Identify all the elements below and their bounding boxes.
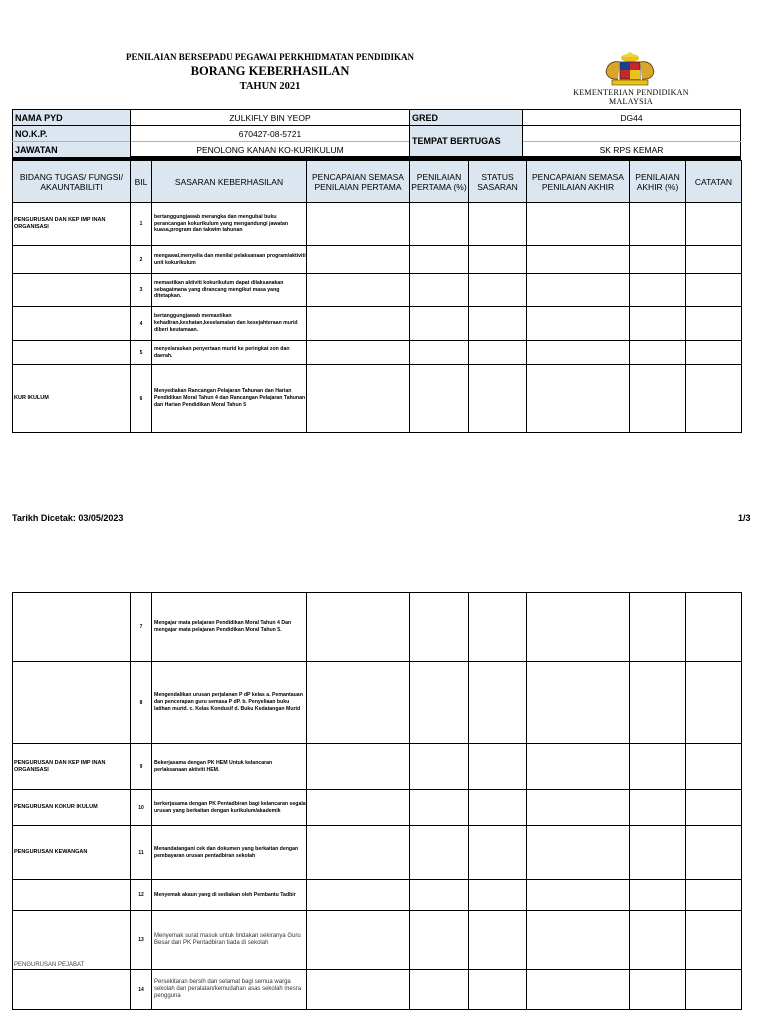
table-row bbox=[13, 790, 742, 826]
cell-input[interactable] bbox=[469, 880, 527, 911]
targets-table-page2 bbox=[12, 592, 742, 1010]
cell-input[interactable] bbox=[686, 593, 742, 662]
cell-input[interactable] bbox=[410, 826, 469, 880]
cell-input[interactable] bbox=[630, 880, 686, 911]
table-row bbox=[13, 246, 742, 274]
form-header-line1: PENILAIAN BERSEPADU PEGAWAI PERKHIDMATAN PENDIDIKAN bbox=[125, 52, 415, 62]
table-row bbox=[13, 593, 742, 662]
cell-input[interactable] bbox=[469, 341, 527, 365]
cell-input[interactable] bbox=[469, 744, 527, 790]
gred-value: DG44 bbox=[620, 112, 643, 123]
cell-input[interactable] bbox=[630, 790, 686, 826]
row-sasaran: Bekerjasama dengan PK HEM Untuk kelancaran perlaksanaan aktiviti HEM. bbox=[152, 744, 307, 790]
cell-input[interactable] bbox=[410, 307, 469, 341]
cell-input[interactable] bbox=[630, 307, 686, 341]
row-bil: 3 bbox=[131, 274, 152, 307]
cell-input[interactable] bbox=[686, 911, 742, 970]
table-row bbox=[13, 307, 742, 341]
print-date: Tarikh Dicetak: 03/05/2023 bbox=[12, 513, 124, 523]
col-pencapaian-akhir: PENCAPAIAN SEMASA PENILAIAN AKHIR bbox=[527, 161, 630, 203]
row-sasaran: menyelaraskan penyertaan murid ke peringkat zon dan daerah. bbox=[152, 341, 307, 365]
table-row bbox=[13, 365, 742, 433]
row-sasaran: bertanggungjawab merangka dan mengubal buku perancangan kokurikulum yang mengandungi jawatan kuasa,program dan takwim tahunan bbox=[152, 203, 307, 246]
row-area bbox=[13, 274, 131, 307]
row-bil: 7 bbox=[131, 593, 152, 662]
cell-input[interactable] bbox=[307, 341, 410, 365]
row-area: PENGURUSAN DAN KEP IMP INAN ORGANISASI bbox=[13, 744, 131, 790]
tempat-value: SK RPS KEMAR bbox=[599, 144, 664, 155]
row-area bbox=[13, 880, 131, 911]
row-bil: 12 bbox=[131, 880, 152, 911]
cell-input[interactable] bbox=[307, 203, 410, 246]
row-bil: 8 bbox=[131, 662, 152, 744]
cell-input[interactable] bbox=[410, 880, 469, 911]
cell-input[interactable] bbox=[527, 790, 630, 826]
cell-input[interactable] bbox=[630, 593, 686, 662]
cell-input[interactable] bbox=[410, 593, 469, 662]
table-row bbox=[13, 970, 742, 1010]
cell-input[interactable] bbox=[307, 970, 410, 1010]
cell-input[interactable] bbox=[469, 365, 527, 433]
jawatan-value: PENOLONG KANAN KO-KURIKULUM bbox=[196, 144, 344, 155]
row-bil: 9 bbox=[131, 744, 152, 790]
cell-input[interactable] bbox=[686, 744, 742, 790]
cell-input[interactable] bbox=[469, 274, 527, 307]
cell-input[interactable] bbox=[527, 744, 630, 790]
col-penilaian-akhir: PENILAIAN AKHIR (%) bbox=[630, 161, 686, 203]
row-area bbox=[13, 593, 131, 662]
cell-input[interactable] bbox=[410, 662, 469, 744]
cell-input[interactable] bbox=[630, 662, 686, 744]
cell-input[interactable] bbox=[630, 911, 686, 970]
cell-input[interactable] bbox=[686, 970, 742, 1010]
cell-input[interactable] bbox=[686, 274, 742, 307]
cell-input[interactable] bbox=[307, 593, 410, 662]
cell-input[interactable] bbox=[410, 203, 469, 246]
row-sasaran: bertanggungjawab memastikan kehadiran,keshatan,keselamatan dan kesejahteraan murid diberi keutamaan. bbox=[152, 307, 307, 341]
row-bil: 2 bbox=[131, 246, 152, 274]
cell-input[interactable] bbox=[410, 911, 469, 970]
cell-input[interactable] bbox=[469, 593, 527, 662]
cell-input[interactable] bbox=[307, 911, 410, 970]
cell-input[interactable] bbox=[630, 826, 686, 880]
col-sasaran: SASARAN KEBERHASILAN bbox=[152, 161, 307, 203]
row-sasaran: Menyediakan Rancangan Pelajaran Tahunan dan Harian Pendidikan Moral Tahun 4 dan Rancangan Pelajaran Tahunan dan Harian Pendidikan Moral Tahun 5 bbox=[152, 365, 307, 433]
cell-input[interactable] bbox=[686, 880, 742, 911]
cell-input[interactable] bbox=[527, 274, 630, 307]
header-row bbox=[13, 161, 742, 203]
cell-input[interactable] bbox=[307, 880, 410, 911]
ministry-line2: MALAYSIA bbox=[609, 97, 653, 106]
ministry-line1: KEMENTERIAN PENDIDIKAN bbox=[573, 88, 689, 97]
row-bil: 10 bbox=[131, 790, 152, 826]
cell-input[interactable] bbox=[630, 744, 686, 790]
cell-input[interactable] bbox=[686, 246, 742, 274]
cell-input[interactable] bbox=[686, 203, 742, 246]
cell-input[interactable] bbox=[630, 274, 686, 307]
cell-input[interactable] bbox=[527, 662, 630, 744]
cell-input[interactable] bbox=[527, 246, 630, 274]
row-area: PENGURUSAN KEWANGAN bbox=[13, 826, 131, 880]
cell-input[interactable] bbox=[686, 826, 742, 880]
row-bil: 1 bbox=[131, 203, 152, 246]
row-area bbox=[13, 307, 131, 341]
table-row bbox=[13, 341, 742, 365]
cell-input[interactable] bbox=[527, 880, 630, 911]
cell-input[interactable] bbox=[630, 970, 686, 1010]
cell-input[interactable] bbox=[410, 365, 469, 433]
row-bil: 4 bbox=[131, 307, 152, 341]
cell-input[interactable] bbox=[527, 341, 630, 365]
cell-input[interactable] bbox=[686, 662, 742, 744]
cell-input[interactable] bbox=[686, 365, 742, 433]
cell-input[interactable] bbox=[307, 744, 410, 790]
nama-label: NAMA PYD bbox=[13, 110, 130, 125]
col-catatan: CATATAN bbox=[686, 161, 742, 203]
cell-input[interactable] bbox=[307, 274, 410, 307]
table-row bbox=[13, 880, 742, 911]
table-row bbox=[13, 911, 742, 970]
cell-input[interactable] bbox=[630, 246, 686, 274]
row-sasaran: berkerjasama dengan PK Pentadbiran bagi kelancaran segala urusan yang berkaitan dengan kurikulum/akademik bbox=[152, 790, 307, 826]
cell-input[interactable] bbox=[527, 203, 630, 246]
cell-input[interactable] bbox=[686, 307, 742, 341]
row-sasaran: Persekitaran bersih dan selamat bagi semua warga sekolah dan peralatan/kemudahan asas sekolah mesra pengguna bbox=[152, 970, 307, 1010]
cell-input[interactable] bbox=[469, 970, 527, 1010]
cell-input[interactable] bbox=[469, 307, 527, 341]
table-row bbox=[13, 203, 742, 246]
cell-input[interactable] bbox=[307, 826, 410, 880]
col-pencapaian-pertama: PENCAPAIAN SEMASA PENILAIAN PERTAMA bbox=[307, 161, 410, 203]
cell-input[interactable] bbox=[686, 341, 742, 365]
cell-input[interactable] bbox=[527, 911, 630, 970]
cell-input[interactable] bbox=[307, 662, 410, 744]
cell-input[interactable] bbox=[307, 246, 410, 274]
row-sasaran: Mengendalikan urusan perjalanan P dP kelas a. Pemantauan dan pencerapan guru semasa P dP. b. Penyeliaan buku latihan murid. c. Kelas Kondusif d. Buku Kedatangan Murid bbox=[152, 662, 307, 744]
targets-table-page1 bbox=[12, 160, 742, 433]
col-bil: BIL bbox=[131, 161, 152, 203]
col-penilaian-pertama: PENILAIAN PERTAMA (%) bbox=[410, 161, 469, 203]
table-row bbox=[13, 826, 742, 880]
row-sasaran: mengawal,menyelia dan menilai pelaksanaan program/aktiviti unit kokurikulum bbox=[152, 246, 307, 274]
row-sasaran: Mengajar mata pelajaran Pendidikan Moral Tahun 4 Dan mengajar mata pelajaran Pendidikan Moral Tahun 5. bbox=[152, 593, 307, 662]
ministry-name bbox=[568, 88, 694, 106]
cell-input[interactable] bbox=[630, 203, 686, 246]
row-area: PENGURUSAN KOKUR IKULUM bbox=[13, 790, 131, 826]
page-number: 1/3 bbox=[738, 513, 751, 523]
cell-input[interactable] bbox=[307, 307, 410, 341]
jawatan-label: JAWATAN bbox=[13, 142, 130, 157]
row-sasaran: Menandatangani cek dan dokumen yang berkaitan dengan pembayaran urusan pentadbiran sekolah bbox=[152, 826, 307, 880]
cell-input[interactable] bbox=[307, 790, 410, 826]
table-row bbox=[13, 662, 742, 744]
cell-input[interactable] bbox=[410, 790, 469, 826]
row-bil: 13 bbox=[131, 911, 152, 970]
cell-input[interactable] bbox=[469, 203, 527, 246]
crest-logo bbox=[598, 52, 662, 88]
row-area bbox=[13, 970, 131, 1010]
row-bil: 5 bbox=[131, 341, 152, 365]
row-sasaran: Menyemak surat masuk untuk tindakan sekiranya Guru Besar dan PK Pentadbiran tiada di sekolah bbox=[152, 911, 307, 970]
row-bil: 6 bbox=[131, 365, 152, 433]
row-area: PENGURUSAN DAN KEP IMP INAN ORGANISASI bbox=[13, 203, 131, 246]
form-title: BORANG KEBERHASILAN bbox=[190, 64, 350, 78]
row-bil: 14 bbox=[131, 970, 152, 1010]
cell-input[interactable] bbox=[410, 970, 469, 1010]
gred-label: GRED bbox=[410, 110, 522, 125]
cell-input[interactable] bbox=[527, 970, 630, 1010]
nama-value: ZULKIFLY BIN YEOP bbox=[229, 112, 311, 123]
row-area bbox=[13, 246, 131, 274]
cell-input[interactable] bbox=[469, 662, 527, 744]
cell-input[interactable] bbox=[469, 911, 527, 970]
row-area bbox=[13, 341, 131, 365]
row-sasaran: memastikan aktiviti kokurikulum dapat dilaksanakan sebagaimana yang dirancang mengikut masa yang ditetapkan. bbox=[152, 274, 307, 307]
cell-input[interactable] bbox=[410, 341, 469, 365]
col-bidang: BIDANG TUGAS/ FUNGSI/ AKAUNTABILITI bbox=[13, 161, 131, 203]
table-row bbox=[13, 274, 742, 307]
cell-input[interactable] bbox=[527, 365, 630, 433]
row-area: PENGURUSAN PEJABAT bbox=[13, 911, 131, 970]
row-area: KUR IKULUM bbox=[13, 365, 131, 433]
cell-input[interactable] bbox=[410, 246, 469, 274]
cell-input[interactable] bbox=[527, 826, 630, 880]
col-status: STATUS SASARAN bbox=[469, 161, 527, 203]
nokp-label: NO.K.P. bbox=[13, 126, 130, 141]
cell-input[interactable] bbox=[630, 365, 686, 433]
cell-input[interactable] bbox=[527, 307, 630, 341]
cell-input[interactable] bbox=[469, 826, 527, 880]
table-row bbox=[13, 744, 742, 790]
row-area bbox=[13, 662, 131, 744]
cell-input[interactable] bbox=[410, 744, 469, 790]
cell-input[interactable] bbox=[410, 274, 469, 307]
cell-input[interactable] bbox=[686, 790, 742, 826]
form-year: TAHUN 2021 bbox=[239, 81, 301, 92]
nokp-value: 670427-08-5721 bbox=[238, 128, 302, 139]
cell-input[interactable] bbox=[630, 341, 686, 365]
row-sasaran: Menyemak akaun yang di sediakan oleh Pembantu Tadbir bbox=[152, 880, 307, 911]
tempat-label: TEMPAT BERTUGAS bbox=[410, 126, 522, 156]
cell-input[interactable] bbox=[527, 593, 630, 662]
cell-input[interactable] bbox=[307, 365, 410, 433]
cell-input[interactable] bbox=[469, 246, 527, 274]
row-bil: 11 bbox=[131, 826, 152, 880]
cell-input[interactable] bbox=[469, 790, 527, 826]
